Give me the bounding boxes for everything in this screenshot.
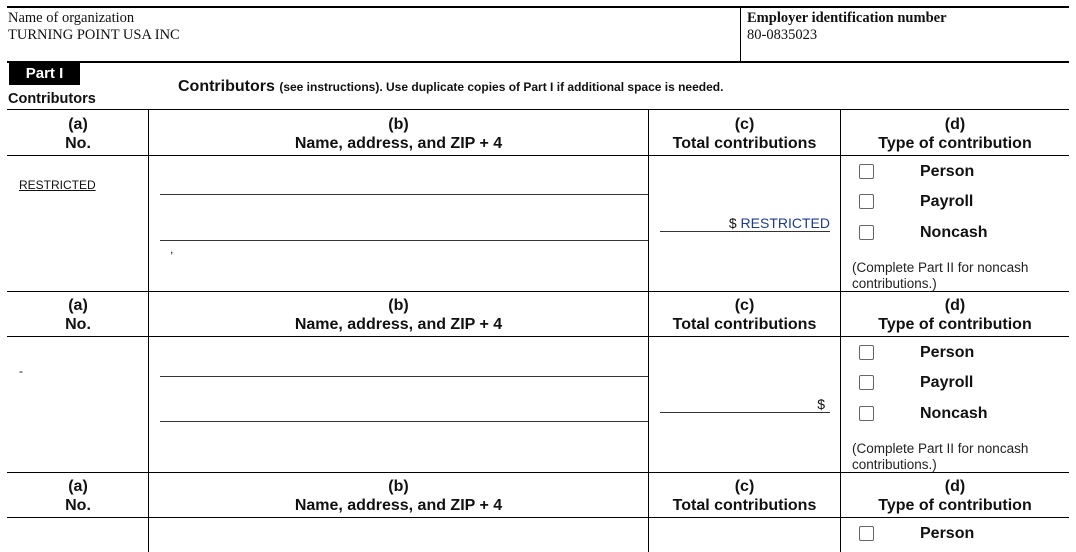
row2-noncash-checkbox[interactable] xyxy=(859,406,874,421)
row2-noncash-note: (Complete Part II for noncash contributions.) xyxy=(852,441,1029,472)
row2-name-line xyxy=(160,376,648,377)
part-badge xyxy=(9,63,80,85)
org-name-label: Name of organization xyxy=(8,10,135,26)
col-a-header: (a) No. xyxy=(65,478,91,514)
part-title xyxy=(178,78,723,96)
col-b-header: (b) Name, address, and ZIP + 4 xyxy=(294,297,503,333)
row2-payroll-checkbox[interactable] xyxy=(859,375,874,390)
col-c-header: (c) Total contributions xyxy=(672,478,817,514)
col-a-header: (a) No. xyxy=(65,116,91,152)
col-b-header: (b) Name, address, and ZIP + 4 xyxy=(294,116,503,152)
col-d-header: (d) Type of contribution xyxy=(878,297,1032,333)
row1-address-line xyxy=(160,240,648,241)
part-badge-label: Part I xyxy=(25,65,64,82)
row2-bottom-rule xyxy=(7,472,1069,473)
row2-dollar-sign: $ xyxy=(817,396,825,412)
row2-person-label: Person xyxy=(920,344,975,361)
col-b-header: (b) Name, address, and ZIP + 4 xyxy=(294,478,503,514)
row1-amount-value: RESTRICTED xyxy=(740,215,830,231)
row2-amount-line xyxy=(660,412,830,413)
row1-noncash-label: Noncash xyxy=(920,224,988,241)
part-title-text: Contributors xyxy=(178,78,275,95)
col-d-header: (d) Type of contribution xyxy=(878,478,1032,514)
row2-address-line xyxy=(160,421,648,422)
row1-noncash-note: (Complete Part II for noncash contributions.) xyxy=(852,260,1029,291)
row2-number: - xyxy=(19,364,23,378)
header-rule xyxy=(7,155,1069,156)
ein-value: 80-0835023 xyxy=(747,27,818,43)
row3-person-label: Person xyxy=(920,525,975,542)
header-rule xyxy=(7,336,1069,337)
col-c-header: (c) Total contributions xyxy=(672,297,817,333)
header-rule xyxy=(7,517,1069,518)
top-rule xyxy=(7,6,1069,8)
row2-noncash-label: Noncash xyxy=(920,405,988,422)
contributors-side-label: Contributors xyxy=(8,91,96,107)
col-a-header: (a) No. xyxy=(65,297,91,333)
table-top-rule xyxy=(7,109,1069,110)
row1-payroll-checkbox[interactable] xyxy=(859,194,874,209)
header-divider xyxy=(740,8,741,62)
row1-number: RESTRICTED xyxy=(19,178,96,192)
header-bottom-rule xyxy=(7,61,1069,63)
row1-city-mark: , xyxy=(170,242,174,256)
row1-payroll-label: Payroll xyxy=(920,193,974,210)
row1-person-label: Person xyxy=(920,163,975,180)
row1-amount xyxy=(660,215,830,231)
org-name-value: TURNING POINT USA INC xyxy=(8,27,180,43)
row2-person-checkbox[interactable] xyxy=(859,345,874,360)
row1-amount-line xyxy=(660,231,830,232)
part-subtitle: (see instructions). Use duplicate copies of Part I if additional space is needed. xyxy=(279,80,724,94)
row1-name-line xyxy=(160,194,648,195)
row1-bottom-rule xyxy=(7,291,1069,292)
ein-label: Employer identification number xyxy=(747,10,947,26)
col-c-header: (c) Total contributions xyxy=(672,116,817,152)
row1-person-checkbox[interactable] xyxy=(859,164,874,179)
row1-dollar-sign: $ xyxy=(728,215,737,231)
col-d-header: (d) Type of contribution xyxy=(878,116,1032,152)
row2-payroll-label: Payroll xyxy=(920,374,974,391)
row2-amount xyxy=(660,396,825,412)
row3-person-checkbox[interactable] xyxy=(859,526,874,541)
row1-noncash-checkbox[interactable] xyxy=(859,225,874,240)
